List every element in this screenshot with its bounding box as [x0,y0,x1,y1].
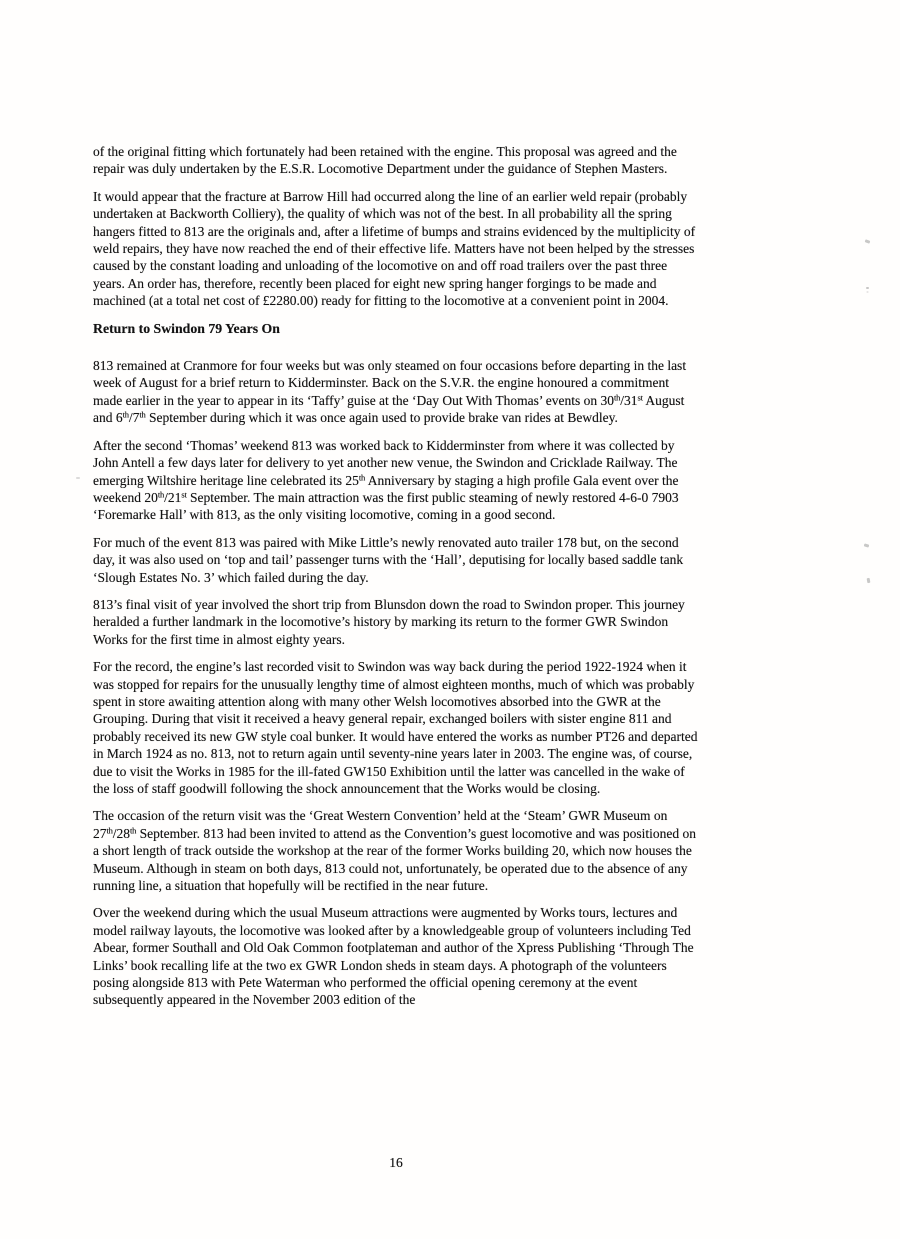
paragraph: Over the weekend during which the usual Museum attractions were augmented by Works tours, lectures and model railway layouts, the locomotive was looked after by a knowledgeable group of volunteers including Ted Abear, former Southall and Old Oak Common footplateman and author of the Xpress Publishing ‘Through The Links’ book recalling life at the two ex GWR London sheds in steam days. A photograph of the volunteers posing alongside 813 with Pete Waterman who performed the official opening ceremony at the event subsequently appeared in the November 2003 edition of the [93,905,694,1008]
scan-speck [866,287,869,289]
paragraph: It would appear that the fracture at Barrow Hill had occurred along the line of an earlier weld repair (probably undertaken at Backworth Colliery), the quality of which was not of the best. In all probability all the spring hangers fitted to 813 are the originals and, after a lifetime of bumps and strains evidenced by the multiplicity of weld repairs, they have now reached the end of their effective life. Matters have not been helped by the stresses caused by the constant loading and unloading of the locomotive on and off road trailers over the past three years. An order has, therefore, recently been placed for eight new spring hanger forgings to be made and machined (at a total net cost of £2280.00) ready for fitting to the locomotive at a convenient point in 2004. [93,188,696,309]
scan-speck [867,578,871,583]
ordinal-superscript: th [106,825,113,836]
paragraph: 813’s final visit of year involved the short trip from Blunsdon down the road to Swindon proper. This journey heralded a further landmark in the locomotive’s history by marking its return to the former GWR Swindon Works for the first time in almost eighty years. [93,596,685,647]
ordinal-superscript: th [157,489,165,500]
ordinal-superscript: th [358,472,366,482]
section-heading: Return to Swindon 79 Years On [93,320,280,336]
paragraph: The occasion of the return visit was the ‘Great Western Convention’ held at the ‘Steam’ GWR Museum on 27th/28th September. 813 had been invited to attend as the Convention’s guest locomotive and was positioned on a short length of track outside the workshop at the rear of the former Works building 20, which now houses the Museum. Although in steam on both days, 813 could not, unfortunately, be operated due to the absence of any running line, a situation that hopefully will be rectified in the near future. [93,808,696,894]
scan-speck [864,543,870,547]
paragraph: For the record, the engine’s last recorded visit to Swindon was way back during the period 1922-1924 when it was stopped for repairs for the unusually lengthy time of almost eighteen months, much of which was probably spent in store awaiting attention along with many other Welsh locomotives absorbed into the GWR at the Grouping. During that visit it received a heavy general repair, exchanged boilers with sister engine 811 and probably received its new GW style coal bunker. It would have entered the works as number PT26 and departed in March 1924 as no. 813, not to return again until seventy-nine years later in 2003. The engine was, of course, due to visit the Works in 1985 for the ill-fated GW150 Exhibition until the latter was cancelled in the wake of the loss of staff goodwill following the shock announcement that the Works would be closing. [93,659,698,796]
ordinal-superscript: st [637,392,643,403]
ordinal-superscript: th [122,409,129,420]
paragraph: After the second ‘Thomas’ weekend 813 was worked back to Kidderminster from where it was collected by John Antell a few days later for delivery to yet another new venue, the Swindon and Cricklade Railway. The emerging Wiltshire heritage line celebrated its 25th Anniversary by staging a high profile Gala event over the weekend 20th/21st September. The main attraction was the first public steaming of newly restored 4-6-0 7903 ‘Foremarke Hall’ with 813, as the only visiting locomotive, coming in a good second. [93,437,679,523]
scan-speck [865,239,871,244]
paragraph: of the original fitting which fortunately had been retained with the engine. This proposal was agreed and the repair was duly undertaken by the E.S.R. Locomotive Department under the guidance of Stephen Masters. [93,144,677,177]
paragraph: For much of the event 813 was paired with Mike Little’s newly renovated auto trailer 178 but, on the second day, it was also used on ‘top and tail’ passenger turns with the ‘Hall’, deputising for locally based saddle tank ‘Slough Estates No. 3’ which failed during the day. [93,534,684,585]
ordinal-superscript: th [613,392,621,403]
text-block [93,143,699,1019]
paragraph: 813 remained at Cranmore for four weeks but was only steamed on four occasions before departing in the last week of August for a brief return to Kidderminster. Back on the S.V.R. the engine honoured a commitment made earlier in the year to appear in its ‘Taffy’ guise at the ‘Day Out With Thomas’ events on 30th/31st August and 6th/7th September during which it was once again used to provide brake van rides at Bewdley. [93,358,687,426]
scan-speck [76,477,80,479]
ordinal-superscript: th [139,409,146,420]
ordinal-superscript: st [181,489,187,500]
page-number: 16 [389,1155,403,1170]
ordinal-superscript: th [129,825,137,836]
